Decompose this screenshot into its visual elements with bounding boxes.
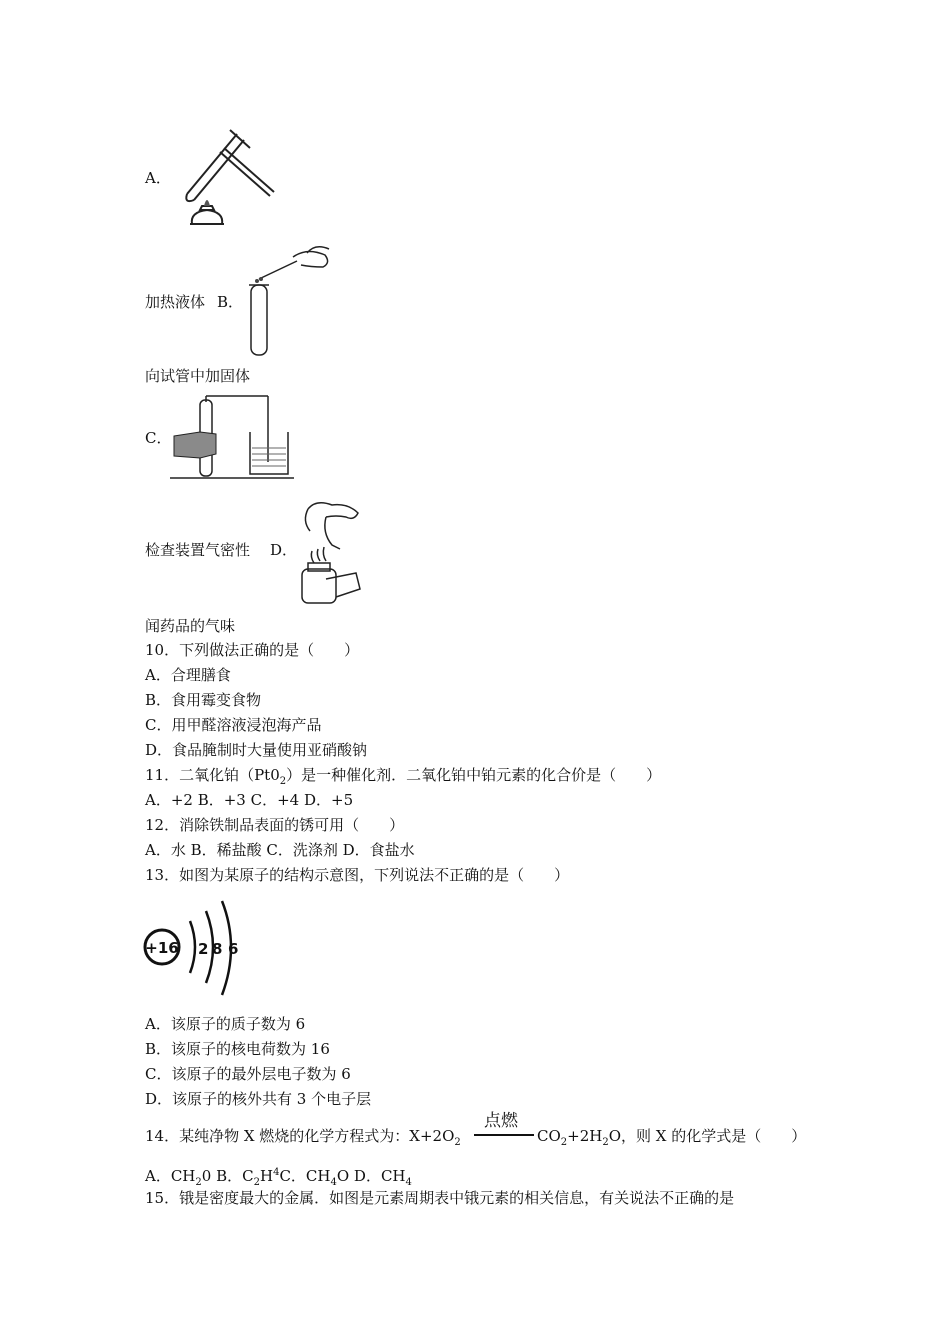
q13-option-b: B．该原子的核电荷数为 16	[145, 1040, 330, 1058]
q13-option-a: A．该原子的质子数为 6	[145, 1015, 306, 1033]
reaction-condition: 点燃	[484, 1111, 518, 1131]
q11-options: A．+2 B．+3 C．+4 D．+5	[145, 791, 354, 809]
option-a-label: A．	[145, 169, 171, 187]
shell-3-electrons: 6	[228, 940, 239, 958]
atom-structure-diagram	[142, 895, 242, 1001]
q14-stem-left: 14．某纯净物 X 燃烧的化学方程式为：$X+2O_2$	[145, 1127, 461, 1148]
heating-liquid-caption: 加热液体	[145, 293, 206, 311]
q14-options: A．$CH_20$ B．$C_2H^4C$．$CH_4O$ D．$CH_4$	[145, 1167, 412, 1188]
q13-stem: 13．如图为某原子的结构示意图，下列说法不正确的是（ ）	[145, 866, 570, 884]
shell-1-electrons: 2	[198, 940, 209, 958]
shell-2-electrons: 8	[212, 940, 223, 958]
airtightness-check-caption: 检查装置气密性	[145, 541, 251, 559]
option-d-label: D．	[270, 541, 298, 559]
option-b-label: B．	[217, 293, 244, 311]
q10-option-b: B．食用霉变食物	[145, 691, 262, 709]
q10-option-c: C．用甲醛溶液浸泡海产品	[145, 716, 322, 734]
q14-stem-right: $CO_2+2H_2O$，则 X 的化学式是（ ）	[537, 1127, 807, 1148]
q15-stem: 15．锇是密度最大的金属．如图是元素周期表中锇元素的相关信息，有关说法不正确的是	[145, 1189, 735, 1207]
adding-solid-illustration	[245, 243, 335, 361]
adding-solid-caption: 向试管中加固体	[145, 367, 251, 385]
airtightness-check-illustration	[170, 392, 298, 484]
nucleus-charge: +16	[145, 939, 179, 957]
option-c-label: C．	[145, 429, 172, 447]
smelling-chemical-illustration	[296, 493, 370, 607]
reaction-arrow-bar	[474, 1134, 534, 1136]
smelling-chemical-caption: 闻药品的气味	[145, 617, 236, 635]
heating-liquid-illustration	[172, 124, 276, 232]
q10-stem: 10．下列做法正确的是（ ）	[145, 641, 360, 659]
q13-option-d: D．该原子的核外共有 3 个电子层	[145, 1090, 372, 1108]
q10-option-a: A．合理膳食	[145, 666, 231, 684]
q12-stem: 12．消除铁制品表面的锈可用（ ）	[145, 816, 405, 834]
q11-stem: 11．二氧化铂$(Pt0_2)$是一种催化剂．二氧化铂中铂元素的化合价是（ ）	[145, 766, 662, 787]
q10-option-d: D．食品腌制时大量使用亚硝酸钠	[145, 741, 368, 759]
q12-options: A．水 B．稀盐酸 C．洗涤剂 D．食盐水	[145, 841, 415, 859]
q13-option-c: C．该原子的最外层电子数为 6	[145, 1065, 351, 1083]
